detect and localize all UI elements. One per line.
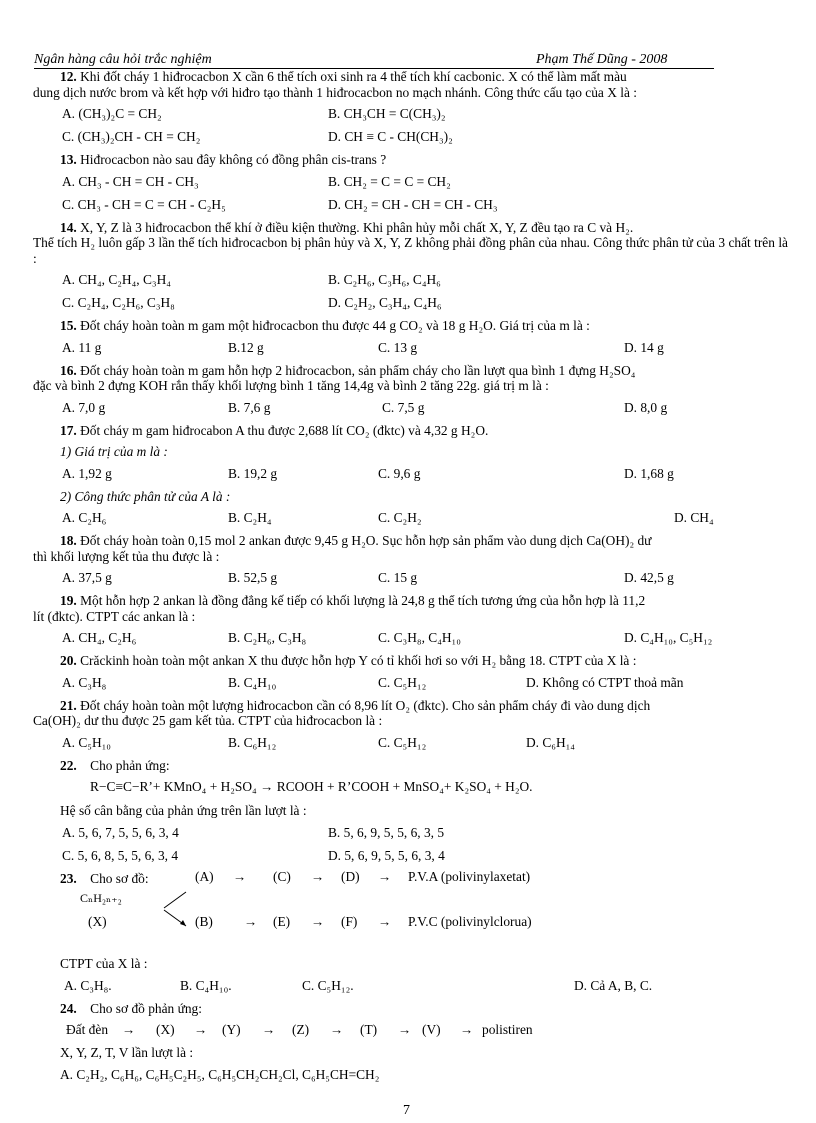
option-a: A. 7,0 g [62, 399, 106, 415]
question-23: 23. Cho sơ đồ: [60, 870, 149, 886]
question-13: 13. Hiđrocacbon nào sau đây không có đồng phân cis-trans ? [60, 152, 387, 167]
option-c: C. 7,5 g [382, 399, 425, 415]
option-d: D. CH₂ = CH - CH = CH - CH₃ [328, 196, 498, 212]
arrow-icon: → [311, 869, 325, 884]
arrow-icon: → [122, 1022, 136, 1037]
question-22: 22. Cho phản ứng: [60, 757, 170, 773]
question-15: 15. Đốt cháy hoàn toàn m gam một hiđrocacbon thu được 44 g CO₂ và 18 g H₂O. Giá trị của m là : [60, 318, 590, 333]
arrow-icon: → [378, 914, 392, 929]
option-b: B. 52,5 g [228, 570, 278, 585]
question-14: 14. X, Y, Z là 3 hiđrocacbon thể khí ở điều kiện thường. Khi phân hủy mỗi chất X, Y, Z đều tạo ra C và H₂. [60, 219, 634, 235]
scheme-start: CₙH₂ₙ₊₂ [80, 891, 122, 905]
option-c: C. C₅H₁₂ [378, 734, 427, 750]
option-b: B. C₆H₁₂ [228, 734, 277, 750]
chain-z: (Z) [292, 1022, 310, 1037]
branch-arrow-icon [124, 888, 196, 948]
option-b: B. C₂H₆, C₃H₆, C₄H₆ [328, 272, 441, 287]
options-row [60, 848, 788, 864]
question-21-cont: Ca(OH)₂ dư thu được 25 gam kết tủa. CTPT của hiđrocacbon là : [33, 713, 383, 728]
option-d: D. C₆H₁₄ [526, 734, 575, 750]
scheme-a: (A) [195, 869, 214, 884]
option-a: A. CH₄, C₂H₆ [62, 630, 137, 645]
option-a: A. 11 g [62, 339, 102, 355]
option-a: A. C₃H₈ [62, 674, 107, 690]
arrow-icon: → [311, 914, 325, 929]
question-20: 20. Crăckinh hoàn toàn một ankan X thu được hỗn hợp Y có tỉ khối hơi so với H₂ bằng 18. CTPT của X là : [60, 653, 637, 668]
option-c: C. C₅H₁₂ [378, 674, 427, 690]
arrow-icon: → [233, 869, 247, 884]
scheme-e: (E) [273, 914, 291, 929]
option-c: C. 15 g [378, 570, 418, 585]
option-a: A. C₂H₂, C₆H₆, C₆H₅C₂H₅, C₆H₅CH₂CH₂Cl, C₆H₅CH=CH₂ [60, 1066, 380, 1082]
options-row [60, 978, 788, 994]
option-c: C. 9,6 g [378, 465, 421, 481]
option-c: C. C₂H₄, C₂H₆, C₃H₈ [62, 295, 175, 310]
chain-start: Đất đèn [66, 1022, 109, 1037]
options-row [60, 272, 788, 288]
option-d: D. 1,68 g [624, 465, 674, 481]
scheme-x: (X) [88, 914, 107, 929]
option-c: C. 13 g [378, 339, 418, 355]
option-d: D. 14 g [624, 339, 664, 355]
arrow-icon: → [330, 1022, 344, 1037]
option-b: B. C₄H₁₀ [228, 674, 277, 690]
options-row [60, 174, 788, 190]
option-a: A. CH₃ - CH = CH - CH₃ [62, 173, 199, 189]
option-b: B. 5, 6, 9, 5, 5, 6, 3, 5 [328, 824, 445, 840]
option-b: B. C₂H₆, C₃H₈ [228, 630, 307, 645]
question-12: 12. Khi đốt cháy 1 hiđrocacbon X cần 6 thể tích oxi sinh ra 4 thể tích khí cacbonic. X có thể làm mất màu [60, 69, 627, 84]
question-list [33, 69, 788, 1088]
option-b: B. CH₂ = C = C = CH₂ [328, 173, 451, 189]
options-row [60, 630, 788, 646]
reaction-chain [60, 1022, 788, 1038]
options-row [60, 129, 788, 145]
options-row [60, 825, 788, 841]
chain-t: (T) [360, 1022, 378, 1037]
option-a: A. 5, 6, 7, 5, 5, 6, 3, 4 [62, 824, 179, 840]
option-b: B. C₄H₁₀. [180, 977, 232, 993]
option-b: B. 19,2 g [228, 465, 278, 481]
option-c: C. C₃H₈, C₄H₁₀ [378, 630, 461, 645]
option-d: D. 5, 6, 9, 5, 5, 6, 3, 4 [328, 847, 445, 863]
arrow-icon: → [398, 1022, 412, 1037]
question-19: 19. Một hỗn hợp 2 ankan là đồng đẳng kế tiếp có khối lượng là 24,8 g thể tích tương ứng của hỗn hợp là 11,2 [60, 593, 646, 608]
options-row [60, 295, 788, 311]
chain-end: polistiren [482, 1022, 533, 1037]
chain-x: (X) [156, 1022, 175, 1037]
question-23-prompt: CTPT của X là : [60, 956, 148, 971]
option-a: A. CH₄, C₂H₄, C₃H₄ [62, 272, 171, 287]
options-row [60, 735, 788, 751]
option-d: D. C₄H₁₀, C₅H₁₂ [624, 630, 713, 645]
scheme-pvc: P.V.C (polivinylclorua) [408, 914, 532, 929]
options-row [60, 340, 788, 356]
options-row [60, 675, 788, 691]
option-a: A. C₅H₁₀ [62, 734, 111, 750]
header-right: Phạm Thế Dũng - 2008 [536, 52, 668, 67]
page-header [34, 52, 714, 69]
question-16: 16. Đốt cháy hoàn toàn m gam hỗn hợp 2 hiđrocacbon, sản phẩm cháy cho lần lượt qua bình 1 đựng H₂SO₄ [60, 362, 636, 378]
scheme-d: (D) [341, 869, 360, 884]
question-12-cont: dung dịch nước brom và kết hợp với hiđro tạo thành 1 hiđrocacbon no mạch nhánh. Công thức cấu tạo của X là : [33, 84, 637, 100]
option-d: D. Cả A, B, C. [574, 977, 653, 993]
options-row [60, 106, 788, 122]
arrow-icon: → [378, 869, 392, 884]
option-b: B. CH₃CH = C(CH₃)₂ [328, 106, 446, 121]
option-b: B. C₂H₄ [228, 510, 272, 525]
question-18-cont: thì khối lượng kết tủa thu được là : [33, 548, 220, 564]
question-17: 17. Đốt cháy m gam hiđrocabon A thu được 2,688 lít CO₂ (đktc) và 4,32 g H₂O. [60, 422, 489, 438]
question-21: 21. Đốt cháy hoàn toàn một lượng hiđrocacbon cần có 8,96 lít O₂ (đktc). Cho sản phẩm cháy đi vào dung dịch [60, 697, 651, 713]
option-c: C. C₂H₂ [378, 510, 422, 525]
header-left: Ngân hàng câu hỏi trắc nghiệm [34, 52, 212, 67]
option-b: B.12 g [228, 339, 264, 355]
arrow-icon: → [244, 914, 258, 929]
question-17-part1: 1) Giá trị của m là : [60, 444, 168, 459]
option-a: A. C₃H₈. [64, 977, 112, 993]
reaction-equation: R−C≡C−R’+ KMnO₄ + H₂SO₄ → RCOOH + R’COOH + MnSO₄+ K₂SO₄ + H₂O. [90, 779, 533, 794]
option-d: D. Không có CTPT thoả mãn [526, 674, 684, 690]
chain-y: (Y) [222, 1022, 241, 1037]
scheme-b: (B) [195, 914, 213, 929]
question-16-cont: đặc và bình 2 đựng KOH rắn thấy khối lượng bình 1 tăng 14,4g và bình 2 tăng 22g. giá trị m là : [33, 378, 549, 393]
options-row [60, 466, 788, 482]
scheme-c: (C) [273, 869, 291, 884]
options-row [60, 400, 788, 416]
arrow-icon: → [194, 1022, 208, 1037]
option-d: D. CH ≡ C - CH(CH₃)₂ [328, 129, 453, 144]
option-c: C. (CH₃)₂CH - CH = CH₂ [62, 129, 201, 144]
question-18: 18. Đốt cháy hoàn toàn 0,15 mol 2 ankan được 9,45 g H₂O. Sục hỗn hợp sản phẩm vào dung dịch Ca(OH)₂ dư [60, 533, 652, 548]
option-d: D. 42,5 g [624, 570, 674, 585]
option-a: A. C₂H₆ [62, 510, 107, 525]
option-b: B. 7,6 g [228, 399, 271, 415]
option-d: D. C₂H₂, C₃H₄, C₄H₆ [328, 295, 442, 310]
page-number: 7 [403, 1103, 410, 1118]
question-24-prompt: X, Y, Z, T, V lần lượt là : [60, 1045, 194, 1060]
option-a: A. (CH₃)₂C = CH₂ [62, 106, 162, 121]
arrow-icon: → [460, 1022, 474, 1037]
options-row [60, 570, 788, 586]
question-24: 24. Cho sơ đồ phản ứng: [60, 1000, 202, 1016]
option-d: D. CH₄ [674, 510, 714, 525]
chain-v: (V) [422, 1022, 441, 1037]
scheme-pva: P.V.A (polivinylaxetat) [408, 869, 531, 884]
option-d: D. 8,0 g [624, 399, 668, 415]
option-c: C. C₅H₁₂. [302, 977, 354, 993]
option-a: A. 1,92 g [62, 465, 112, 481]
question-17-part2: 2) Công thức phân tử của A là : [60, 488, 231, 504]
scheme-f: (F) [341, 914, 358, 929]
question-22-prompt: Hệ số cân bằng của phản ứng trên lần lượt là : [60, 803, 307, 818]
option-a: A. 37,5 g [62, 570, 112, 585]
option-c: C. CH₃ - CH = C = CH - C₂H₅ [62, 196, 226, 212]
options-row [60, 197, 788, 213]
question-14-cont: Thể tích H₂ luôn gấp 3 lần thể tích hiđrocacbon bị phân hủy và X, Y, Z không phải đồng phân của nhau. Công thức phân tử của 3 chất trên là : [33, 235, 788, 266]
option-c: C. 5, 6, 8, 5, 5, 6, 3, 4 [62, 847, 179, 863]
question-19-cont: lít (đktc). CTPT các ankan là : [33, 608, 196, 624]
arrow-icon: → [262, 1022, 276, 1037]
options-row [60, 510, 788, 526]
